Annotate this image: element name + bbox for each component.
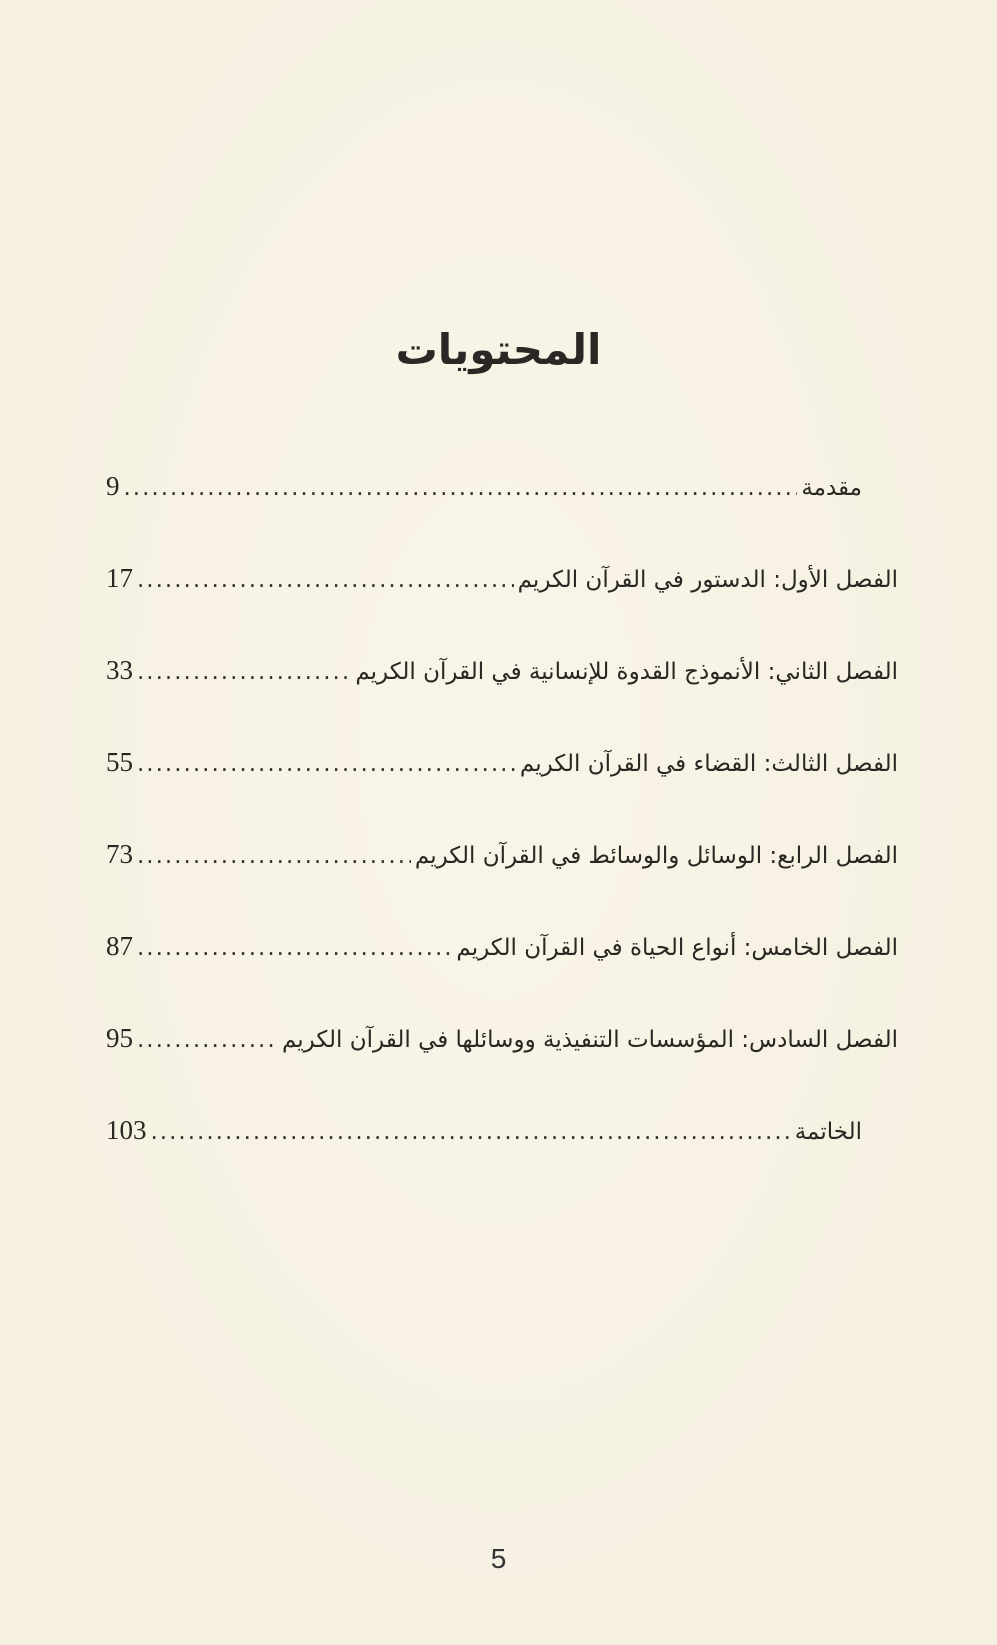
toc-entry-title: مقدمة <box>801 475 862 501</box>
toc-entry-introduction <box>106 468 898 508</box>
page-title: المحتويات <box>395 325 602 375</box>
toc-entry-chapter-3 <box>106 744 898 784</box>
dot-leader <box>137 1022 278 1058</box>
dot-leader <box>151 1114 791 1150</box>
page-number: 5 <box>490 1543 507 1574</box>
toc-entry-chapter-4 <box>106 836 898 876</box>
toc-page-number: 55 <box>106 747 133 777</box>
toc-entry-chapter-5 <box>106 928 898 968</box>
toc-page-number: 95 <box>106 1023 133 1053</box>
toc-entry-title: الخاتمة <box>794 1119 862 1145</box>
toc-page-number: 73 <box>106 839 133 869</box>
toc-entry-chapter-1 <box>106 560 898 600</box>
dot-leader <box>137 930 452 966</box>
toc-entry-title: الفصل الثالث: القضاء في القرآن الكريم <box>519 751 898 777</box>
toc-page-number: 17 <box>106 563 133 593</box>
dot-leader <box>137 746 516 782</box>
toc-entry-title: الفصل الثاني: الأنموذج القدوة للإنسانية في القرآن الكريم <box>355 659 898 685</box>
toc-entry-title: الفصل الأول: الدستور في القرآن الكريم <box>517 567 898 593</box>
dot-leader <box>124 470 798 506</box>
toc-entry-title: الفصل الرابع: الوسائل والوسائط في القرآن الكريم <box>414 843 898 869</box>
toc-entry-chapter-6 <box>106 1020 898 1060</box>
toc-entry-title: الفصل الخامس: أنواع الحياة في القرآن الكريم <box>456 935 898 961</box>
toc-page-number: 87 <box>106 931 133 961</box>
toc-page-number: 103 <box>106 1115 147 1145</box>
toc-entry-chapter-2 <box>106 652 898 692</box>
dot-leader <box>137 562 514 598</box>
dot-leader <box>137 838 411 874</box>
table-of-contents <box>106 468 898 1204</box>
toc-page-number: 33 <box>106 655 133 685</box>
toc-entry-conclusion <box>106 1112 898 1152</box>
toc-page-number: 9 <box>106 471 120 501</box>
toc-entry-title: الفصل السادس: المؤسسات التنفيذية ووسائلها في القرآن الكريم <box>281 1027 898 1053</box>
dot-leader <box>137 654 351 690</box>
